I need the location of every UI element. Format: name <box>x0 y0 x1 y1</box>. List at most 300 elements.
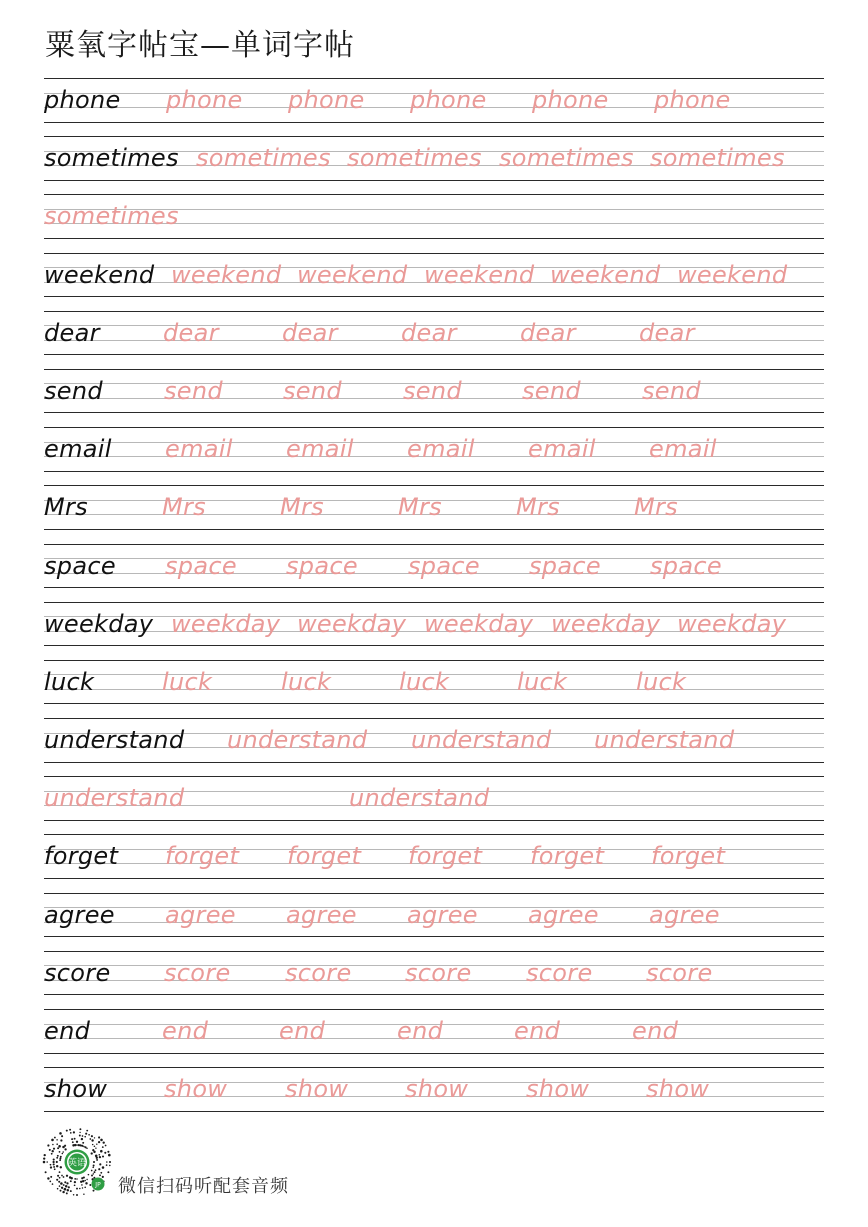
qr-dot <box>59 1177 61 1179</box>
trace-word: email <box>407 435 475 464</box>
trace-word: send <box>642 376 701 405</box>
trace-word: Mrs <box>398 493 442 522</box>
trace-word: luck <box>636 667 687 696</box>
trace-word: show <box>285 1075 349 1104</box>
guide-line <box>44 238 824 239</box>
qr-dot <box>81 1145 83 1147</box>
practice-row <box>44 544 824 602</box>
trace-word: show <box>164 1075 228 1104</box>
trace-word: send <box>164 376 223 405</box>
qr-dot <box>70 1190 72 1192</box>
trace-word: email <box>165 435 233 464</box>
trace-word: score <box>285 958 352 987</box>
footer <box>40 1126 460 1200</box>
qr-dot <box>70 1132 72 1134</box>
qr-dot <box>57 1155 59 1157</box>
trace-word: email <box>649 435 717 464</box>
model-word: understand <box>44 726 185 755</box>
qr-dot <box>82 1135 84 1137</box>
model-word: send <box>44 376 103 405</box>
qr-dot <box>100 1172 102 1174</box>
guide-line <box>44 951 824 952</box>
qr-dot <box>54 1137 56 1139</box>
practice-row <box>44 485 824 543</box>
qr-dot <box>76 1141 78 1143</box>
trace-word: space <box>529 551 601 580</box>
guide-line <box>44 834 824 835</box>
trace-word: score <box>646 958 713 987</box>
qr-dot <box>89 1184 91 1186</box>
qr-code-icon[interactable] <box>40 1126 114 1200</box>
practice-row <box>44 311 824 369</box>
qr-dot <box>79 1132 80 1133</box>
qr-dot <box>95 1147 96 1148</box>
qr-dot <box>63 1176 65 1178</box>
trace-word: weekend <box>677 260 788 289</box>
trace-word: space <box>650 551 722 580</box>
qr-dot <box>58 1181 60 1183</box>
trace-word: phone <box>532 86 609 114</box>
qr-dot <box>83 1146 85 1148</box>
model-word: agree <box>44 900 115 929</box>
guide-line <box>44 180 824 181</box>
guide-line <box>44 296 824 297</box>
qr-dot <box>63 1184 65 1186</box>
qr-dot <box>66 1175 68 1177</box>
qr-dot <box>74 1138 76 1140</box>
qr-dot <box>59 1171 61 1173</box>
trace-word: agree <box>407 900 478 929</box>
qr-dot <box>100 1139 103 1142</box>
qr-dot <box>106 1164 108 1166</box>
qr-dot <box>103 1141 105 1143</box>
trace-word: understand <box>411 726 552 755</box>
guide-line <box>44 776 824 777</box>
qr-dot <box>51 1139 54 1142</box>
trace-word: Mrs <box>516 493 560 522</box>
qr-dot <box>64 1145 66 1147</box>
practice-row <box>44 136 824 194</box>
qr-dot <box>92 1144 93 1145</box>
trace-word: agree <box>286 900 357 929</box>
guide-line <box>44 762 824 763</box>
model-word: score <box>44 958 111 987</box>
trace-word: weekday <box>424 609 534 638</box>
trace-word: Mrs <box>280 493 324 522</box>
guide-line <box>44 136 824 137</box>
qr-dot <box>93 1190 95 1192</box>
qr-dot <box>79 1128 81 1130</box>
qr-dot <box>107 1171 109 1173</box>
trace-word: weekend <box>171 260 282 289</box>
trace-word: dear <box>520 318 576 347</box>
qr-dot <box>62 1153 64 1155</box>
trace-word: Mrs <box>634 493 678 522</box>
guide-line <box>44 122 824 123</box>
qr-dot <box>52 1161 54 1163</box>
qr-dot <box>67 1189 69 1191</box>
qr-dot <box>79 1135 81 1137</box>
qr-dot <box>96 1157 98 1159</box>
guide-line <box>44 529 824 530</box>
qr-dot <box>81 1184 83 1186</box>
qr-dot <box>99 1163 101 1165</box>
qr-dot <box>56 1165 58 1167</box>
trace-word: sometimes <box>196 144 331 173</box>
trace-word: understand <box>594 726 735 755</box>
practice-row <box>44 776 824 834</box>
qr-dot <box>51 1153 53 1155</box>
qr-dot <box>59 1185 61 1187</box>
trace-word: understand <box>349 784 490 813</box>
qr-dot <box>80 1181 82 1183</box>
model-word: phone <box>44 86 121 114</box>
model-word: weekend <box>44 260 155 289</box>
qr-dot <box>93 1151 95 1153</box>
page-title: 粟氧字帖宝—单词字帖 <box>45 28 355 63</box>
qr-dot <box>94 1146 96 1148</box>
trace-word: dear <box>639 318 695 347</box>
trace-word: dear <box>401 318 457 347</box>
trace-word: show <box>405 1075 469 1104</box>
qr-dot <box>45 1171 47 1173</box>
qr-dot <box>71 1138 73 1140</box>
qr-corner-text: JP <box>95 1181 101 1189</box>
qr-dot <box>91 1139 93 1141</box>
qr-dot <box>102 1166 105 1169</box>
qr-dot <box>93 1173 95 1175</box>
qr-dot <box>53 1159 55 1161</box>
trace-word: space <box>286 551 358 580</box>
qr-dot <box>98 1136 100 1138</box>
qr-dot <box>88 1134 90 1136</box>
trace-word: agree <box>165 900 236 929</box>
guide-line <box>44 1053 824 1054</box>
guide-line <box>44 471 824 472</box>
qr-dot <box>64 1188 67 1191</box>
trace-word: forget <box>408 842 483 871</box>
guide-line <box>44 354 824 355</box>
qr-dot <box>82 1187 83 1188</box>
trace-word: score <box>164 958 231 987</box>
guide-line <box>44 1111 824 1112</box>
qr-dot <box>54 1168 56 1170</box>
trace-word: understand <box>44 784 185 813</box>
qr-dot <box>91 1175 93 1177</box>
qr-dot <box>50 1176 52 1178</box>
trace-word: forget <box>287 842 362 871</box>
trace-word: dear <box>282 318 338 347</box>
trace-word: send <box>522 376 581 405</box>
qr-dot <box>99 1174 101 1176</box>
qr-dot <box>86 1147 88 1149</box>
trace-word: weekday <box>297 609 407 638</box>
qr-dot <box>60 1190 62 1192</box>
trace-word: forget <box>651 842 726 871</box>
qr-dot <box>72 1141 74 1143</box>
qr-dot <box>49 1181 51 1183</box>
qr-dot <box>69 1176 71 1178</box>
model-word: sometimes <box>44 144 179 173</box>
trace-word: email <box>286 435 354 464</box>
guide-line <box>44 994 824 995</box>
qr-dot <box>59 1157 61 1159</box>
qr-dot <box>56 1179 58 1181</box>
guide-line <box>44 1009 824 1010</box>
guide-line <box>44 427 824 428</box>
trace-word: end <box>279 1017 326 1045</box>
qr-dot <box>59 1151 61 1153</box>
qr-dot <box>47 1144 49 1146</box>
guide-line <box>44 893 824 894</box>
qr-dot <box>74 1178 76 1180</box>
qr-dot <box>85 1133 87 1135</box>
trace-word: luck <box>517 667 568 696</box>
qr-dot <box>74 1181 76 1183</box>
trace-word: understand <box>227 726 368 755</box>
qr-dot <box>43 1161 46 1164</box>
qr-dot <box>96 1143 97 1144</box>
qr-dot <box>60 1156 62 1158</box>
qr-dot <box>44 1154 46 1156</box>
model-word: space <box>44 551 116 580</box>
qr-dot <box>91 1170 93 1172</box>
guide-line <box>44 412 824 413</box>
qr-dot <box>74 1144 76 1146</box>
qr-dot <box>59 1132 62 1135</box>
qr-dot <box>98 1154 100 1156</box>
trace-word: phone <box>288 86 365 114</box>
qr-dot <box>73 1131 75 1133</box>
practice-row <box>44 78 824 136</box>
qr-dot <box>46 1161 48 1163</box>
qr-dot <box>66 1182 68 1184</box>
qr-dot <box>92 1166 94 1168</box>
qr-dot <box>60 1166 62 1168</box>
trace-word: end <box>397 1017 444 1045</box>
guide-line <box>44 878 824 879</box>
guide-line <box>44 587 824 588</box>
qr-dot <box>95 1169 97 1171</box>
qr-dot <box>84 1146 86 1148</box>
trace-word: sometimes <box>44 202 179 231</box>
qr-dot <box>65 1185 68 1188</box>
qr-dot <box>57 1188 59 1190</box>
qr-dot <box>56 1161 58 1163</box>
guide-line <box>44 936 824 937</box>
qr-dot <box>62 1151 64 1153</box>
practice-sheet <box>44 78 824 1125</box>
guide-line <box>44 485 824 486</box>
trace-word: sometimes <box>650 144 785 173</box>
qr-dot <box>93 1165 95 1167</box>
trace-word: send <box>403 376 462 405</box>
qr-dot <box>57 1147 59 1149</box>
practice-row <box>44 602 824 660</box>
qr-dot <box>107 1151 109 1153</box>
qr-dot <box>105 1145 107 1147</box>
guide-line <box>44 645 824 646</box>
qr-dot <box>61 1175 63 1177</box>
qr-dot <box>93 1161 95 1163</box>
trace-word: send <box>283 376 342 405</box>
qr-dot <box>66 1192 68 1194</box>
model-word: email <box>44 435 112 464</box>
qr-dot <box>79 1188 81 1190</box>
guide-line <box>44 311 824 312</box>
trace-word: phone <box>654 86 731 114</box>
trace-word: dear <box>163 318 219 347</box>
qr-dot <box>98 1141 100 1143</box>
trace-word: score <box>405 958 472 987</box>
trace-word: weekend <box>424 260 535 289</box>
qr-dot <box>106 1161 108 1163</box>
qr-dot <box>102 1176 104 1178</box>
trace-word: weekend <box>550 260 661 289</box>
qr-dot <box>84 1187 86 1189</box>
trace-word: sometimes <box>499 144 634 173</box>
trace-word: forget <box>165 842 240 871</box>
guide-line <box>44 253 824 254</box>
qr-dot <box>102 1155 104 1157</box>
qr-dot <box>76 1144 78 1146</box>
qr-dot <box>86 1179 87 1180</box>
trace-word: end <box>162 1017 209 1045</box>
trace-word: weekend <box>297 260 408 289</box>
qr-dot <box>61 1187 63 1189</box>
trace-word: Mrs <box>162 493 206 522</box>
qr-dot <box>52 1150 54 1152</box>
guide-line <box>44 369 824 370</box>
trace-word: weekday <box>677 609 787 638</box>
trace-word: end <box>632 1017 679 1045</box>
trace-word: phone <box>410 86 487 114</box>
qr-badge-text: 英语 <box>67 1158 87 1169</box>
qr-dot <box>109 1161 111 1163</box>
qr-dot <box>68 1186 70 1188</box>
qr-dot <box>74 1184 76 1186</box>
qr-dot <box>58 1145 61 1148</box>
qr-dot <box>64 1148 66 1150</box>
qr-dot <box>96 1159 98 1161</box>
qr-dot <box>61 1135 63 1137</box>
model-word: weekday <box>44 609 154 638</box>
trace-word: weekday <box>171 609 281 638</box>
trace-word: agree <box>528 900 599 929</box>
qr-dot <box>50 1164 52 1166</box>
qr-dot <box>50 1166 52 1168</box>
qr-dot <box>109 1165 111 1167</box>
guide-line <box>44 78 824 79</box>
practice-row <box>44 194 824 252</box>
qr-dot <box>98 1168 100 1170</box>
practice-row <box>44 893 824 951</box>
practice-row <box>44 834 824 892</box>
guide-line <box>44 703 824 704</box>
qr-dot <box>84 1136 86 1138</box>
qr-dot <box>86 1130 88 1132</box>
qr-dot <box>94 1171 96 1173</box>
model-word: forget <box>44 842 119 871</box>
qr-dot <box>91 1152 93 1154</box>
qr-dot <box>60 1139 62 1141</box>
qr-dot <box>76 1178 78 1180</box>
practice-row <box>44 369 824 427</box>
guide-line <box>44 820 824 821</box>
model-word: dear <box>44 318 100 347</box>
qr-dot <box>52 1144 54 1146</box>
qr-dot <box>56 1157 58 1159</box>
qr-dot <box>94 1137 95 1138</box>
model-word: show <box>44 1075 108 1104</box>
qr-dot <box>85 1182 87 1184</box>
qr-dot <box>70 1180 72 1182</box>
qr-dot <box>83 1194 84 1195</box>
qr-dot <box>100 1150 103 1153</box>
qr-dot <box>43 1157 45 1159</box>
qr-dot <box>56 1139 57 1140</box>
qr-dot <box>47 1177 49 1179</box>
qr-dot <box>76 1194 78 1196</box>
trace-word: forget <box>530 842 605 871</box>
qr-dot <box>76 1188 78 1190</box>
practice-row <box>44 951 824 1009</box>
qr-dot <box>53 1166 55 1168</box>
qr-dot <box>66 1130 68 1132</box>
qr-dot <box>60 1182 63 1185</box>
trace-word: luck <box>281 667 332 696</box>
qr-dot <box>52 1183 54 1185</box>
guide-line <box>44 602 824 603</box>
qr-dot <box>104 1152 106 1154</box>
qr-dot <box>91 1135 93 1137</box>
qr-dot <box>62 1191 64 1193</box>
practice-row <box>44 427 824 485</box>
trace-word: weekday <box>551 609 661 638</box>
trace-word: email <box>528 435 596 464</box>
qr-dot <box>81 1177 83 1179</box>
trace-word: space <box>408 551 480 580</box>
qr-dot <box>102 1146 104 1148</box>
qr-dot <box>69 1129 71 1131</box>
model-word: Mrs <box>44 493 88 522</box>
model-word: end <box>44 1017 91 1045</box>
qr-dot <box>53 1163 55 1165</box>
qr-dot <box>99 1156 101 1158</box>
qr-dot <box>73 1194 75 1196</box>
qr-dot <box>59 1159 61 1161</box>
footer-caption: 微信扫码听配套音频 <box>118 1176 289 1197</box>
trace-word: show <box>526 1075 590 1104</box>
qr-dot <box>81 1138 83 1140</box>
qr-dot <box>82 1142 84 1144</box>
qr-dot <box>49 1149 51 1151</box>
trace-word: show <box>646 1075 710 1104</box>
trace-word: luck <box>399 667 450 696</box>
practice-row <box>44 1009 824 1067</box>
guide-line <box>44 1067 824 1068</box>
trace-word: score <box>526 958 593 987</box>
practice-row <box>44 253 824 311</box>
guide-line <box>44 194 824 195</box>
qr-dot <box>88 1174 90 1176</box>
qr-dot <box>108 1154 111 1157</box>
trace-word: phone <box>166 86 243 114</box>
guide-line <box>44 718 824 719</box>
qr-dot <box>56 1143 58 1145</box>
qr-dot <box>89 1138 91 1140</box>
trace-word: space <box>165 551 237 580</box>
